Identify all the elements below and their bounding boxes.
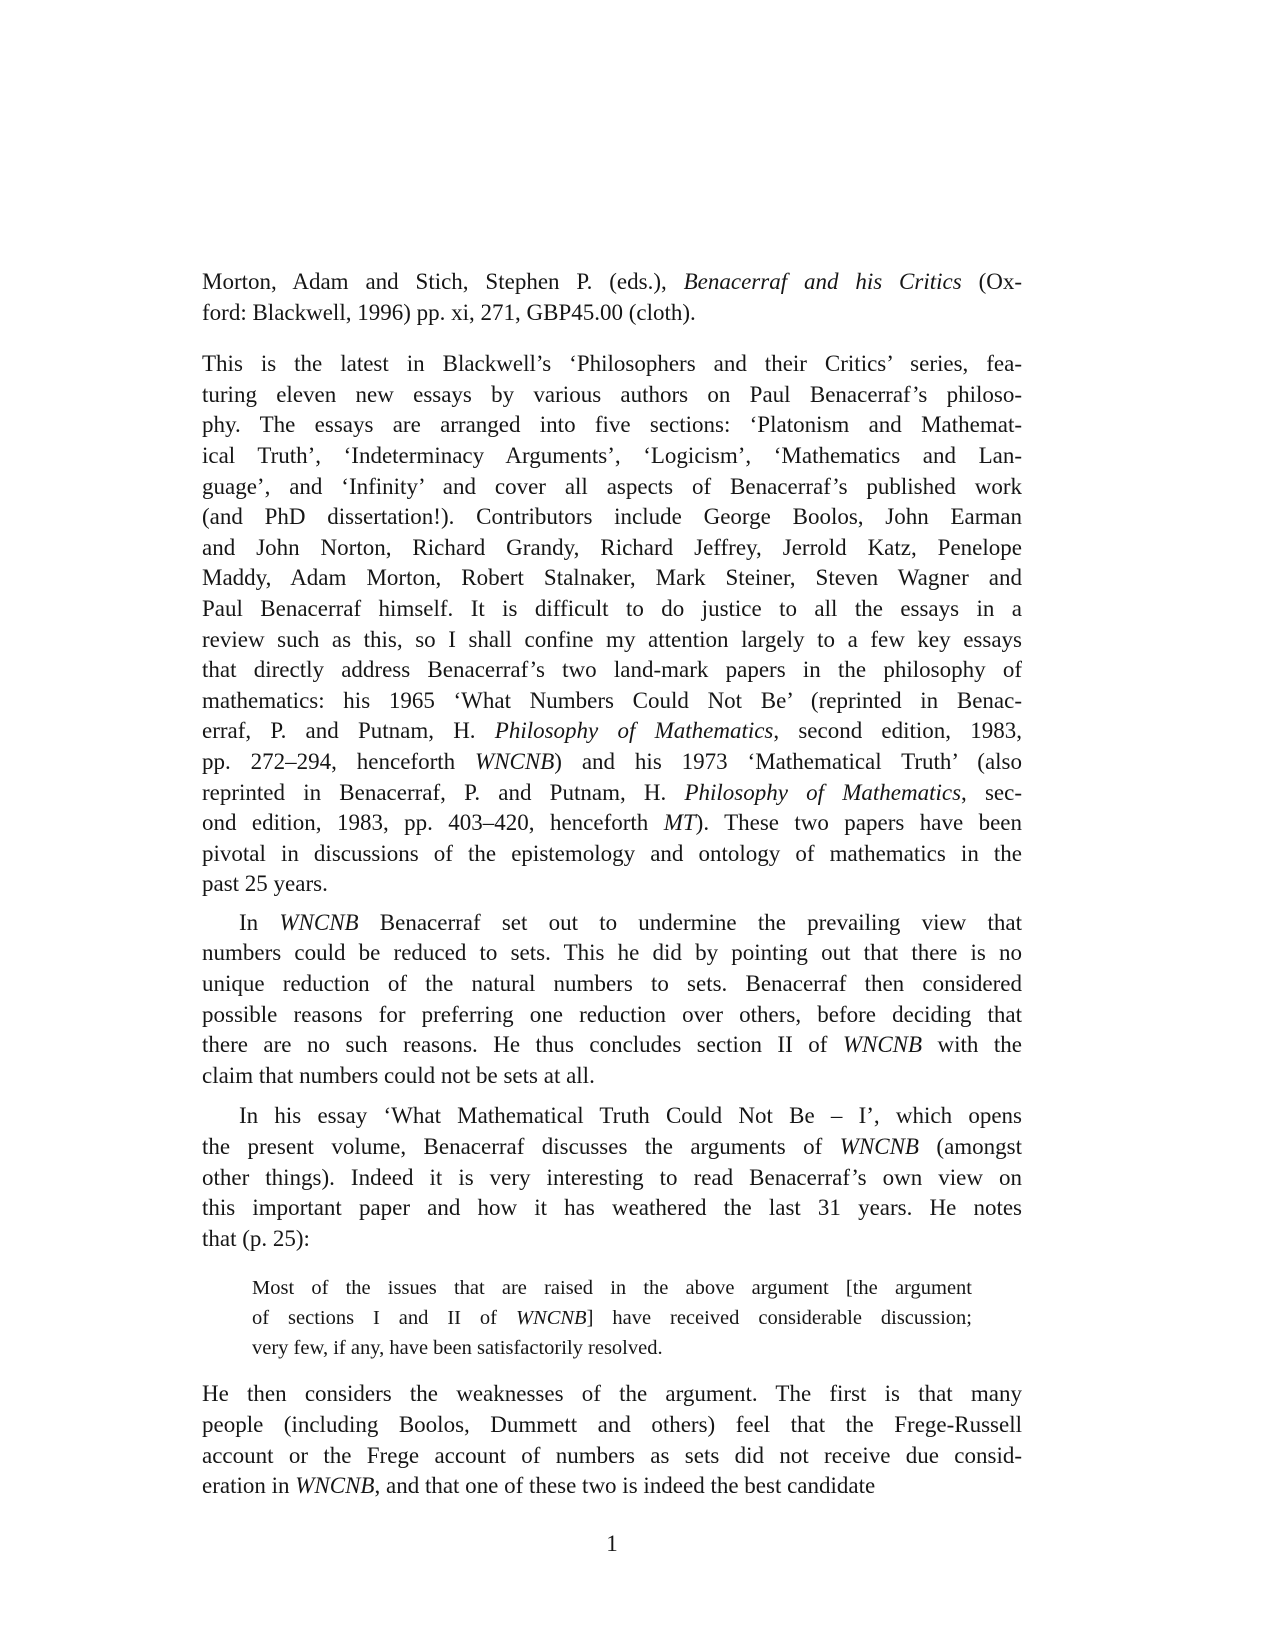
text-segment: ) and his 1973 ‘Mathematical Truth’ (also — [554, 748, 1022, 774]
text-segment: ). These two papers have been — [695, 810, 1022, 836]
paragraph-weaknesses — [202, 1379, 1022, 1501]
text-segment: numbers could be reduced to sets. This he did by pointing out that there is no — [202, 940, 1022, 966]
text-segment: ical Truth’, ‘Indeterminacy Arguments’, ‘Logicism’, ‘Mathematics and Lan- — [202, 442, 1022, 468]
text-segment: (amongst — [918, 1134, 1022, 1160]
text-segment: eration in — [202, 1473, 296, 1499]
text-line — [202, 869, 1022, 900]
text-line — [202, 441, 1022, 472]
text-segment: turing eleven new essays by various authors on Paul Benacerraf’s philoso- — [202, 381, 1022, 407]
text-line — [202, 267, 1022, 298]
text-segment: Paul Benacerraf himself. It is difficult to do justice to all the essays in a — [202, 595, 1022, 621]
text-segment: possible reasons for preferring one reduction over others, before deciding that — [202, 1001, 1022, 1027]
text-line — [202, 1441, 1022, 1472]
text-segment: reprinted in Benacerraf, P. and Putnam, H. — [202, 779, 685, 805]
text-line — [202, 1132, 1022, 1163]
text-segment: people (including Boolos, Dummett and others) feel that the Frege-Russell — [202, 1412, 1022, 1437]
text-segment: pivotal in discussions of the epistemology and ontology of mathematics in the — [202, 840, 1022, 866]
italic-text-segment: WNCNB — [839, 1134, 919, 1160]
text-segment: the present volume, Benacerraf discusses the arguments of — [202, 1134, 840, 1160]
italic-text-segment: Philosophy of Mathematics — [494, 718, 774, 744]
text-line — [202, 533, 1022, 564]
text-line — [202, 625, 1022, 656]
text-line — [202, 1030, 1022, 1061]
text-line — [202, 655, 1022, 686]
text-line — [202, 1163, 1022, 1194]
text-line — [202, 938, 1022, 969]
text-line — [252, 1303, 972, 1333]
text-line — [202, 839, 1022, 870]
text-segment: of sections I and II of — [252, 1307, 516, 1330]
text-line — [202, 808, 1022, 839]
block-quote — [252, 1273, 972, 1363]
italic-text-segment: WNCNB — [295, 1473, 375, 1499]
text-line — [202, 1000, 1022, 1031]
text-block — [202, 267, 1022, 1502]
text-line — [202, 1224, 1022, 1255]
text-segment: unique reduction of the natural numbers to sets. Benacerraf then considered — [202, 971, 1022, 997]
text-segment: and John Norton, Richard Grandy, Richard Jeffrey, Jerrold Katz, Penelope — [202, 534, 1022, 560]
text-line — [202, 969, 1022, 1000]
text-segment: (and PhD dissertation!). Contributors include George Boolos, John Earman — [202, 504, 1022, 530]
italic-text-segment: WNCNB — [279, 909, 359, 935]
text-segment: Benacerraf set out to undermine the prevailing view that — [358, 909, 1022, 935]
italic-text-segment: Benacerraf and his Critics — [683, 269, 962, 294]
text-line — [202, 472, 1022, 503]
text-segment: ford: Blackwell, 1996) pp. xi, 271, GBP45.00 (cloth). — [202, 299, 696, 325]
text-segment: In — [239, 909, 280, 935]
text-line — [202, 349, 1022, 380]
text-line — [252, 1273, 972, 1303]
text-segment: , and that one of these two is indeed the best candidate — [374, 1473, 876, 1499]
text-segment: that directly address Benacerraf’s two land-mark papers in the philosophy of — [202, 657, 1022, 683]
text-segment: mathematics: his 1965 ‘What Numbers Could Not Be’ (reprinted in Benac- — [202, 687, 1022, 713]
paragraph-essay-discussion — [202, 1101, 1022, 1254]
text-line — [202, 563, 1022, 594]
text-segment: guage’, and ‘Infinity’ and cover all aspects of Benacerraf’s published work — [202, 473, 1022, 499]
text-segment: erraf, P. and Putnam, H. — [202, 718, 495, 744]
text-segment: (Ox- — [961, 269, 1022, 294]
text-segment: , second edition, 1983, — [773, 718, 1022, 744]
text-line — [202, 298, 1022, 329]
text-segment: Most of the issues that are raised in the above argument [the argument — [252, 1277, 972, 1300]
text-line — [202, 380, 1022, 411]
text-segment: this important paper and how it has weathered the last 31 years. He notes — [202, 1195, 1022, 1221]
text-line — [202, 908, 1022, 939]
text-line — [202, 1410, 1022, 1441]
text-segment: pp. 272–294, henceforth — [202, 748, 476, 774]
paragraph-series-overview — [202, 349, 1022, 900]
text-segment: He then considers the weaknesses of the argument. The first is that many — [202, 1381, 1022, 1407]
italic-text-segment: WNCNB — [475, 748, 555, 774]
text-segment: that (p. 25): — [202, 1225, 310, 1251]
text-line — [202, 778, 1022, 809]
text-segment: phy. The essays are arranged into five sections: ‘Platonism and Mathemat- — [202, 412, 1022, 438]
text-line — [202, 1379, 1022, 1410]
text-line — [202, 410, 1022, 441]
text-segment: Morton, Adam and Stich, Stephen P. (eds.), — [202, 269, 684, 294]
text-segment: very few, if any, have been satisfactorily resolved. — [252, 1337, 663, 1360]
text-line — [202, 1471, 1022, 1502]
paragraph-wncnb-summary — [202, 908, 1022, 1092]
text-line — [202, 747, 1022, 778]
text-line — [202, 686, 1022, 717]
text-segment: with the — [922, 1032, 1022, 1058]
reference-citation-paragraph — [202, 267, 1022, 328]
text-segment: review such as this, so I shall confine my attention largely to a few key essays — [202, 626, 1022, 652]
text-line — [252, 1333, 972, 1363]
text-segment: In his essay ‘What Mathematical Truth Could Not Be – I’, which opens — [239, 1103, 1022, 1129]
text-segment: other things). Indeed it is very interesting to read Benacerraf’s own view on — [202, 1164, 1022, 1190]
text-segment: past 25 years. — [202, 871, 328, 897]
text-segment: Maddy, Adam Morton, Robert Stalnaker, Mark Steiner, Steven Wagner and — [202, 565, 1022, 591]
italic-text-segment: MT — [663, 810, 696, 836]
text-segment: This is the latest in Blackwell’s ‘Philosophers and their Critics’ series, fea- — [202, 351, 1022, 377]
text-segment: ond edition, 1983, pp. 403–420, henceforth — [202, 810, 664, 836]
text-line — [202, 716, 1022, 747]
text-line — [202, 502, 1022, 533]
italic-text-segment: WNCNB — [842, 1032, 923, 1058]
text-line — [202, 1061, 1022, 1092]
text-segment: claim that numbers could not be sets at all. — [202, 1062, 595, 1088]
italic-text-segment: Philosophy of Mathematics — [684, 779, 962, 805]
page-number: 1 — [606, 1531, 618, 1556]
text-segment: , sec- — [961, 779, 1022, 805]
italic-text-segment: WNCNB — [515, 1307, 587, 1330]
text-segment: ] have received considerable discussion; — [586, 1307, 972, 1330]
text-segment: there are no such reasons. He thus concludes section II of — [202, 1032, 843, 1058]
text-line — [202, 1193, 1022, 1224]
text-line — [202, 1101, 1022, 1132]
text-line — [202, 594, 1022, 625]
text-segment: account or the Frege account of numbers as sets did not receive due consid- — [202, 1442, 1022, 1468]
